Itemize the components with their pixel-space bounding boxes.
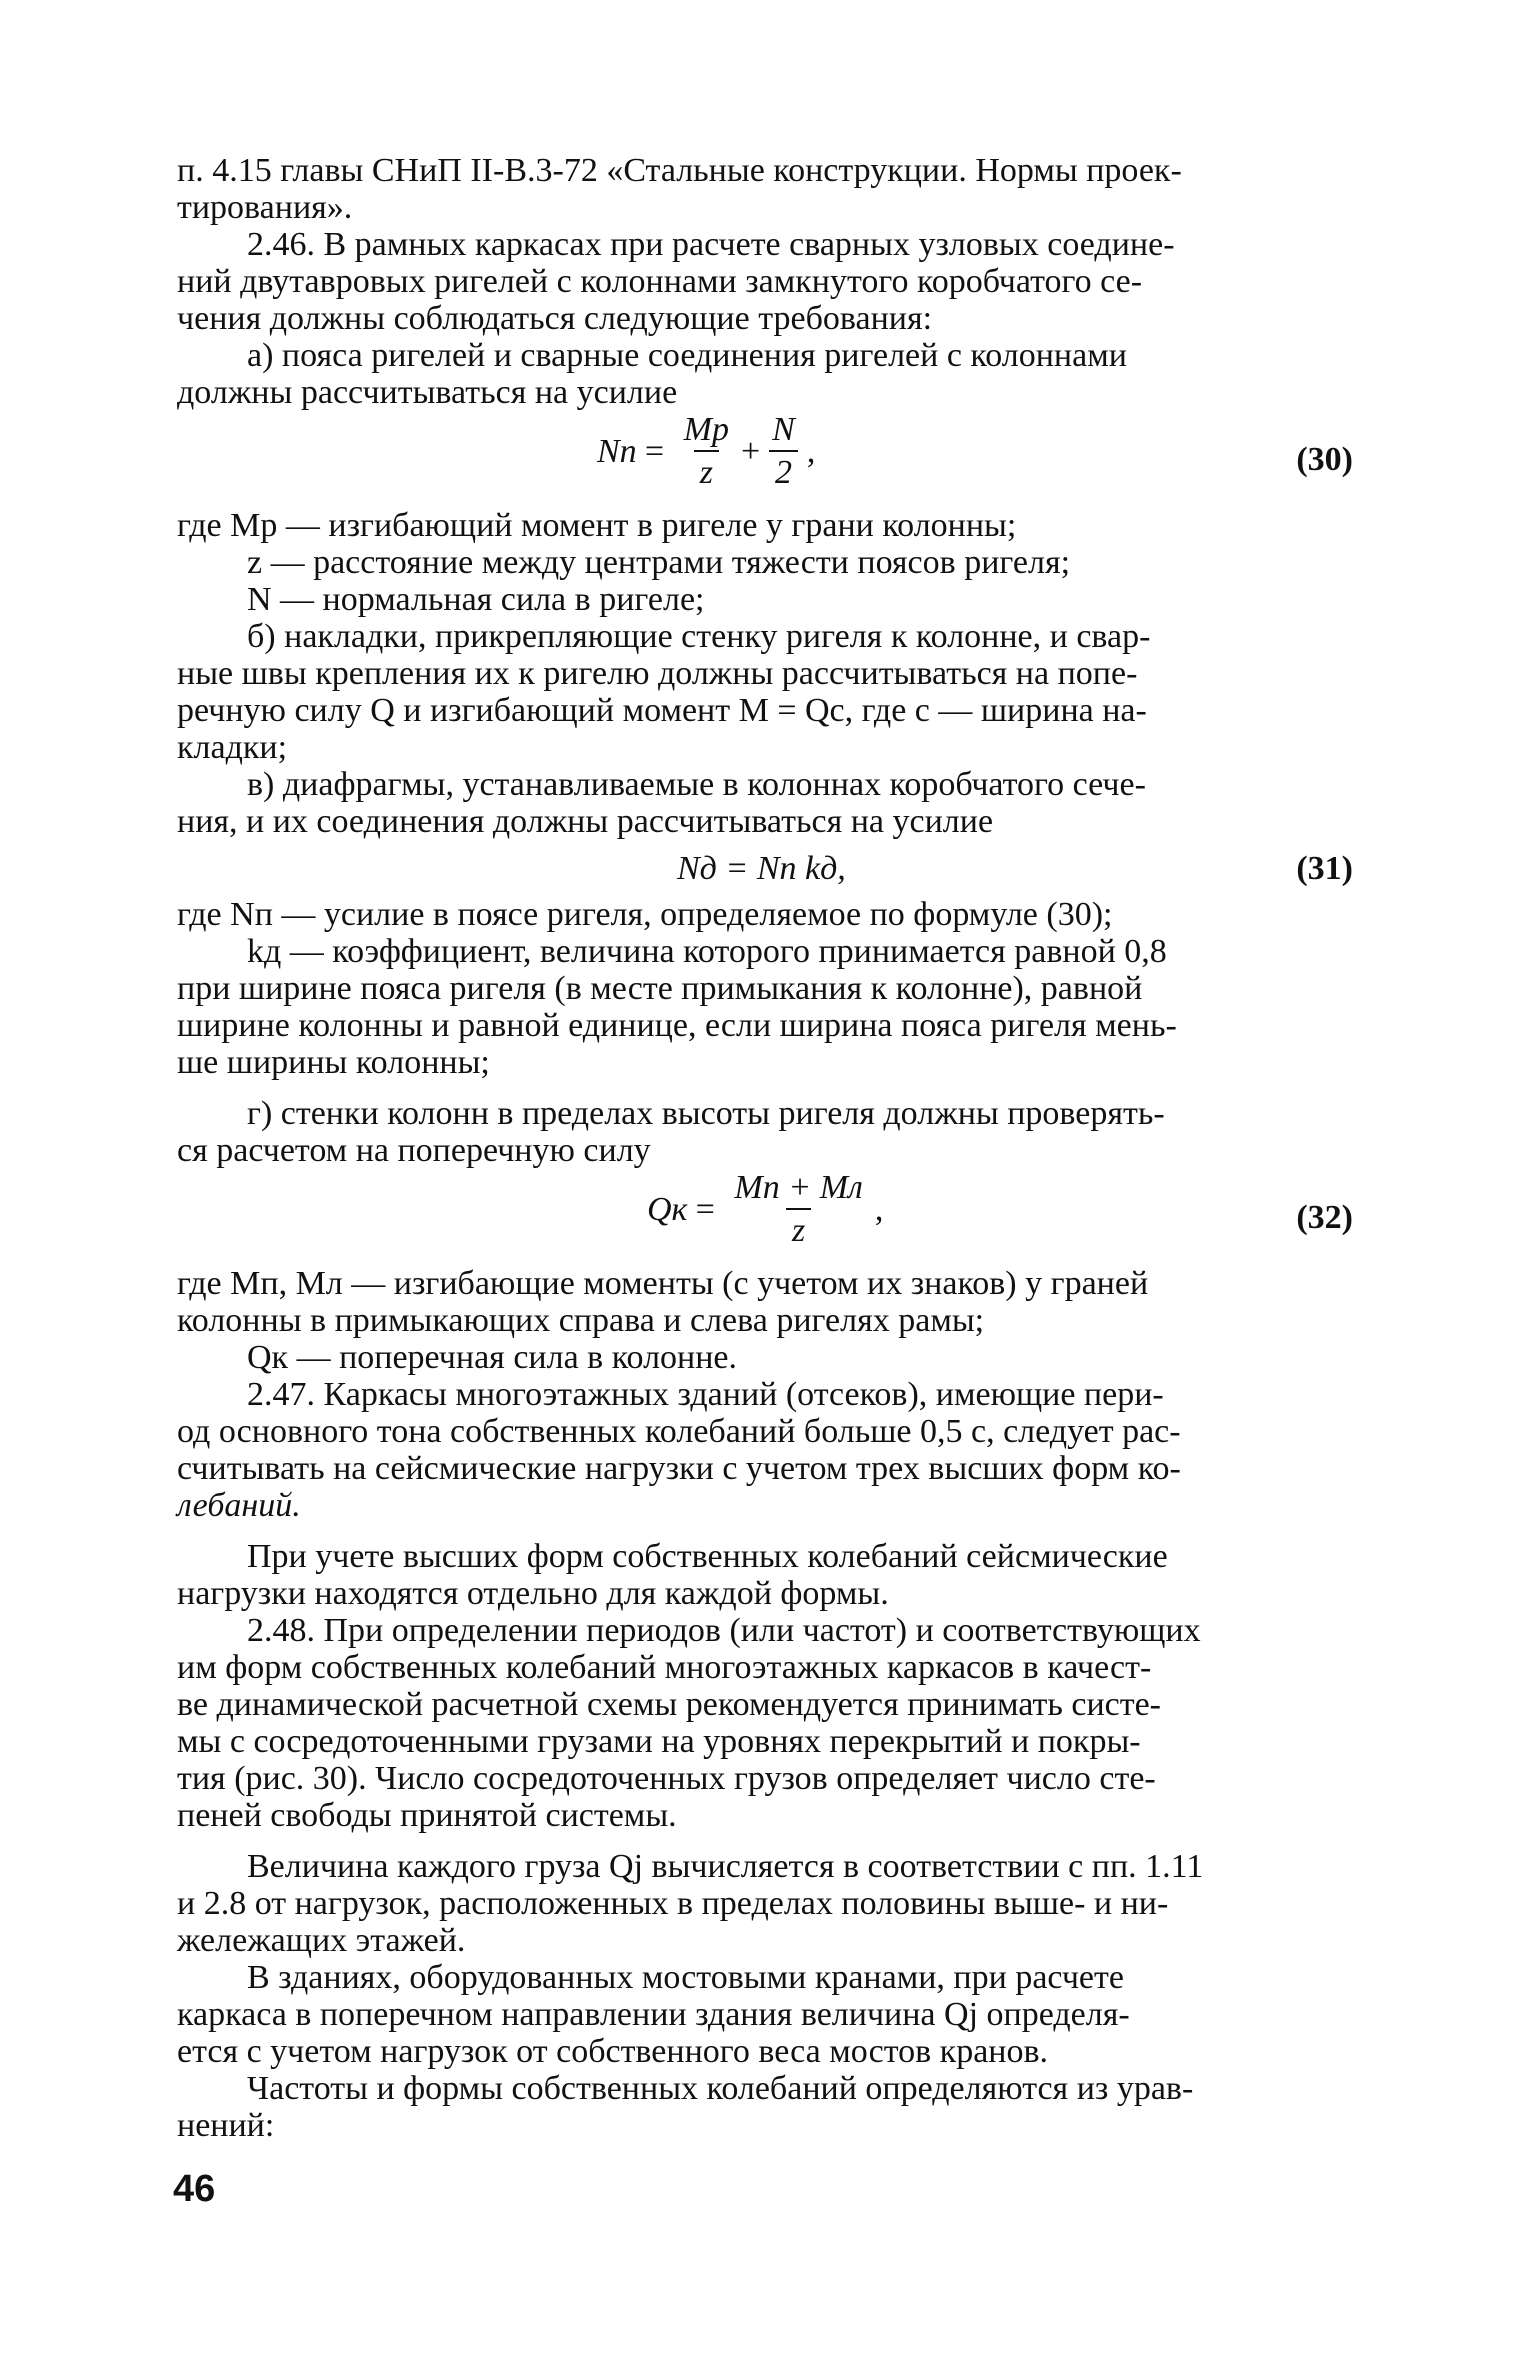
text-line: Частоты и формы собственных колебаний определяются из урав-	[247, 2070, 1194, 2107]
eq30-lhs: Nп	[597, 432, 637, 470]
text-line: нагрузки находятся отдельно для каждой формы.	[177, 1575, 889, 1612]
text-line: пеней свободы принятой системы.	[177, 1797, 677, 1834]
where-line: где Nп — усилие в поясе ригеля, определяемое по формуле (30);	[177, 896, 1113, 933]
text-line: при ширине пояса ригеля (в месте примыкания к колонне), равной	[177, 970, 1143, 1007]
text-line: кладки;	[177, 729, 288, 766]
text-line: тирования».	[177, 189, 353, 226]
text-line: считывать на сейсмические нагрузки с учетом трех высших форм ко-	[177, 1450, 1181, 1487]
text-line: п. 4.15 главы СНиП II-В.3-72 «Стальные конструкции. Нормы проек-	[177, 152, 1182, 189]
text-line: ний двутавровых ригелей с колоннами замкнутого коробчатого се-	[177, 263, 1143, 300]
text-line: мы с сосредоточенными грузами на уровнях перекрытий и покры-	[177, 1723, 1141, 1760]
eq31-body: Nд = Nп kд,	[677, 850, 846, 887]
text-line: ется с учетом нагрузок от собственного веса мостов кранов.	[177, 2033, 1049, 2070]
item-g: г) стенки колонн в пределах высоты ригеля должны проверять-	[247, 1095, 1165, 1132]
eq32-label: (32)	[1296, 1199, 1353, 1236]
eq32-frac	[728, 1169, 868, 1249]
where-line: где Мр — изгибающий момент в ригеле у грани колонны;	[177, 507, 1017, 544]
text-line: колонны в примыкающих справа и слева ригелях рамы;	[177, 1302, 985, 1339]
text-line: ширине колонны и равной единице, если ширина пояса ригеля мень-	[177, 1007, 1177, 1044]
where-line: z — расстояние между центрами тяжести поясов ригеля;	[247, 544, 1071, 581]
eq30-den2: 2	[769, 450, 798, 491]
eq30-label: (30)	[1296, 441, 1353, 478]
text-line: ся расчетом на поперечную силу	[177, 1132, 651, 1169]
where-line: kд — коэффициент, величина которого принимается равной 0,8	[247, 933, 1167, 970]
item-b: б) накладки, прикрепляющие стенку ригеля к колонне, и свар-	[247, 618, 1151, 655]
text-line: нений:	[177, 2107, 275, 2144]
equation-31	[177, 840, 1357, 896]
equation-32	[177, 1169, 1357, 1265]
where-line: где Мп, Мл — изгибающие моменты (с учетом их знаков) у граней	[177, 1265, 1149, 1302]
eq30-plus: +	[740, 432, 761, 470]
item-a: а) пояса ригелей и сварные соединения ригелей с колоннами	[247, 337, 1127, 374]
text-line: Величина каждого груза Qj вычисляется в соответствии с пп. 1.11	[247, 1848, 1204, 1885]
where-line: N — нормальная сила в ригеле;	[247, 581, 705, 618]
item-v: в) диафрагмы, устанавливаемые в колоннах коробчатого сече-	[247, 766, 1146, 803]
text-line: ве динамической расчетной схемы рекомендуется принимать систе-	[177, 1686, 1162, 1723]
text-line: и 2.8 от нагрузок, расположенных в пределах половины выше- и ни-	[177, 1885, 1169, 1922]
eq30-den1: z	[694, 450, 719, 491]
eq30-comma: ,	[806, 432, 816, 470]
text-line: ше ширины колонны;	[177, 1044, 490, 1081]
equation-30	[177, 411, 1357, 507]
eq32-lhs: Qк	[647, 1190, 688, 1228]
text-line: чения должны соблюдаться следующие требования:	[177, 300, 933, 337]
eq30-num2: N	[772, 411, 795, 448]
text-line: лебаний.	[177, 1487, 301, 1524]
body-text	[177, 152, 1357, 2144]
eq30-num1: Mp	[683, 411, 729, 448]
eq30-frac2	[766, 411, 801, 491]
eq30-equals: =	[642, 432, 666, 470]
text-line: речную силу Q и изгибающий момент М = Qc, где с — ширина на-	[177, 692, 1147, 729]
text-line: им форм собственных колебаний многоэтажных каркасов в качест-	[177, 1649, 1152, 1686]
text-line: При учете высших форм собственных колебаний сейсмические	[247, 1538, 1168, 1575]
text-line: ные швы крепления их к ригелю должны рассчитываться на попе-	[177, 655, 1138, 692]
text-line: жележащих этажей.	[177, 1922, 466, 1959]
eq32-num: Mп + Mл	[734, 1169, 863, 1206]
section-2-46: 2.46. В рамных каркасах при расчете сварных узловых соедине-	[247, 226, 1175, 263]
eq32-comma: ,	[874, 1190, 884, 1228]
section-2-47: 2.47. Каркасы многоэтажных зданий (отсеков), имеющие пери-	[247, 1376, 1164, 1413]
text-line: од основного тона собственных колебаний больше 0,5 с, следует рас-	[177, 1413, 1181, 1450]
eq32-den: z	[786, 1208, 811, 1249]
page-number: 46	[173, 2168, 216, 2210]
section-2-48: 2.48. При определении периодов (или частот) и соответствующих	[247, 1612, 1201, 1649]
eq30-frac1	[678, 411, 735, 491]
where-line: Qк — поперечная сила в колонне.	[247, 1339, 738, 1376]
eq32-equals: =	[693, 1190, 717, 1228]
text-line: ния, и их соединения должны рассчитываться на усилие	[177, 803, 994, 840]
text-line: должны рассчитываться на усилие	[177, 374, 678, 411]
text-line: каркаса в поперечном направлении здания величина Qj определя-	[177, 1996, 1130, 2033]
eq31-label: (31)	[1296, 850, 1353, 887]
text-line: тия (рис. 30). Число сосредоточенных грузов определяет число сте-	[177, 1760, 1156, 1797]
text-line: В зданиях, оборудованных мостовыми кранами, при расчете	[247, 1959, 1124, 1996]
